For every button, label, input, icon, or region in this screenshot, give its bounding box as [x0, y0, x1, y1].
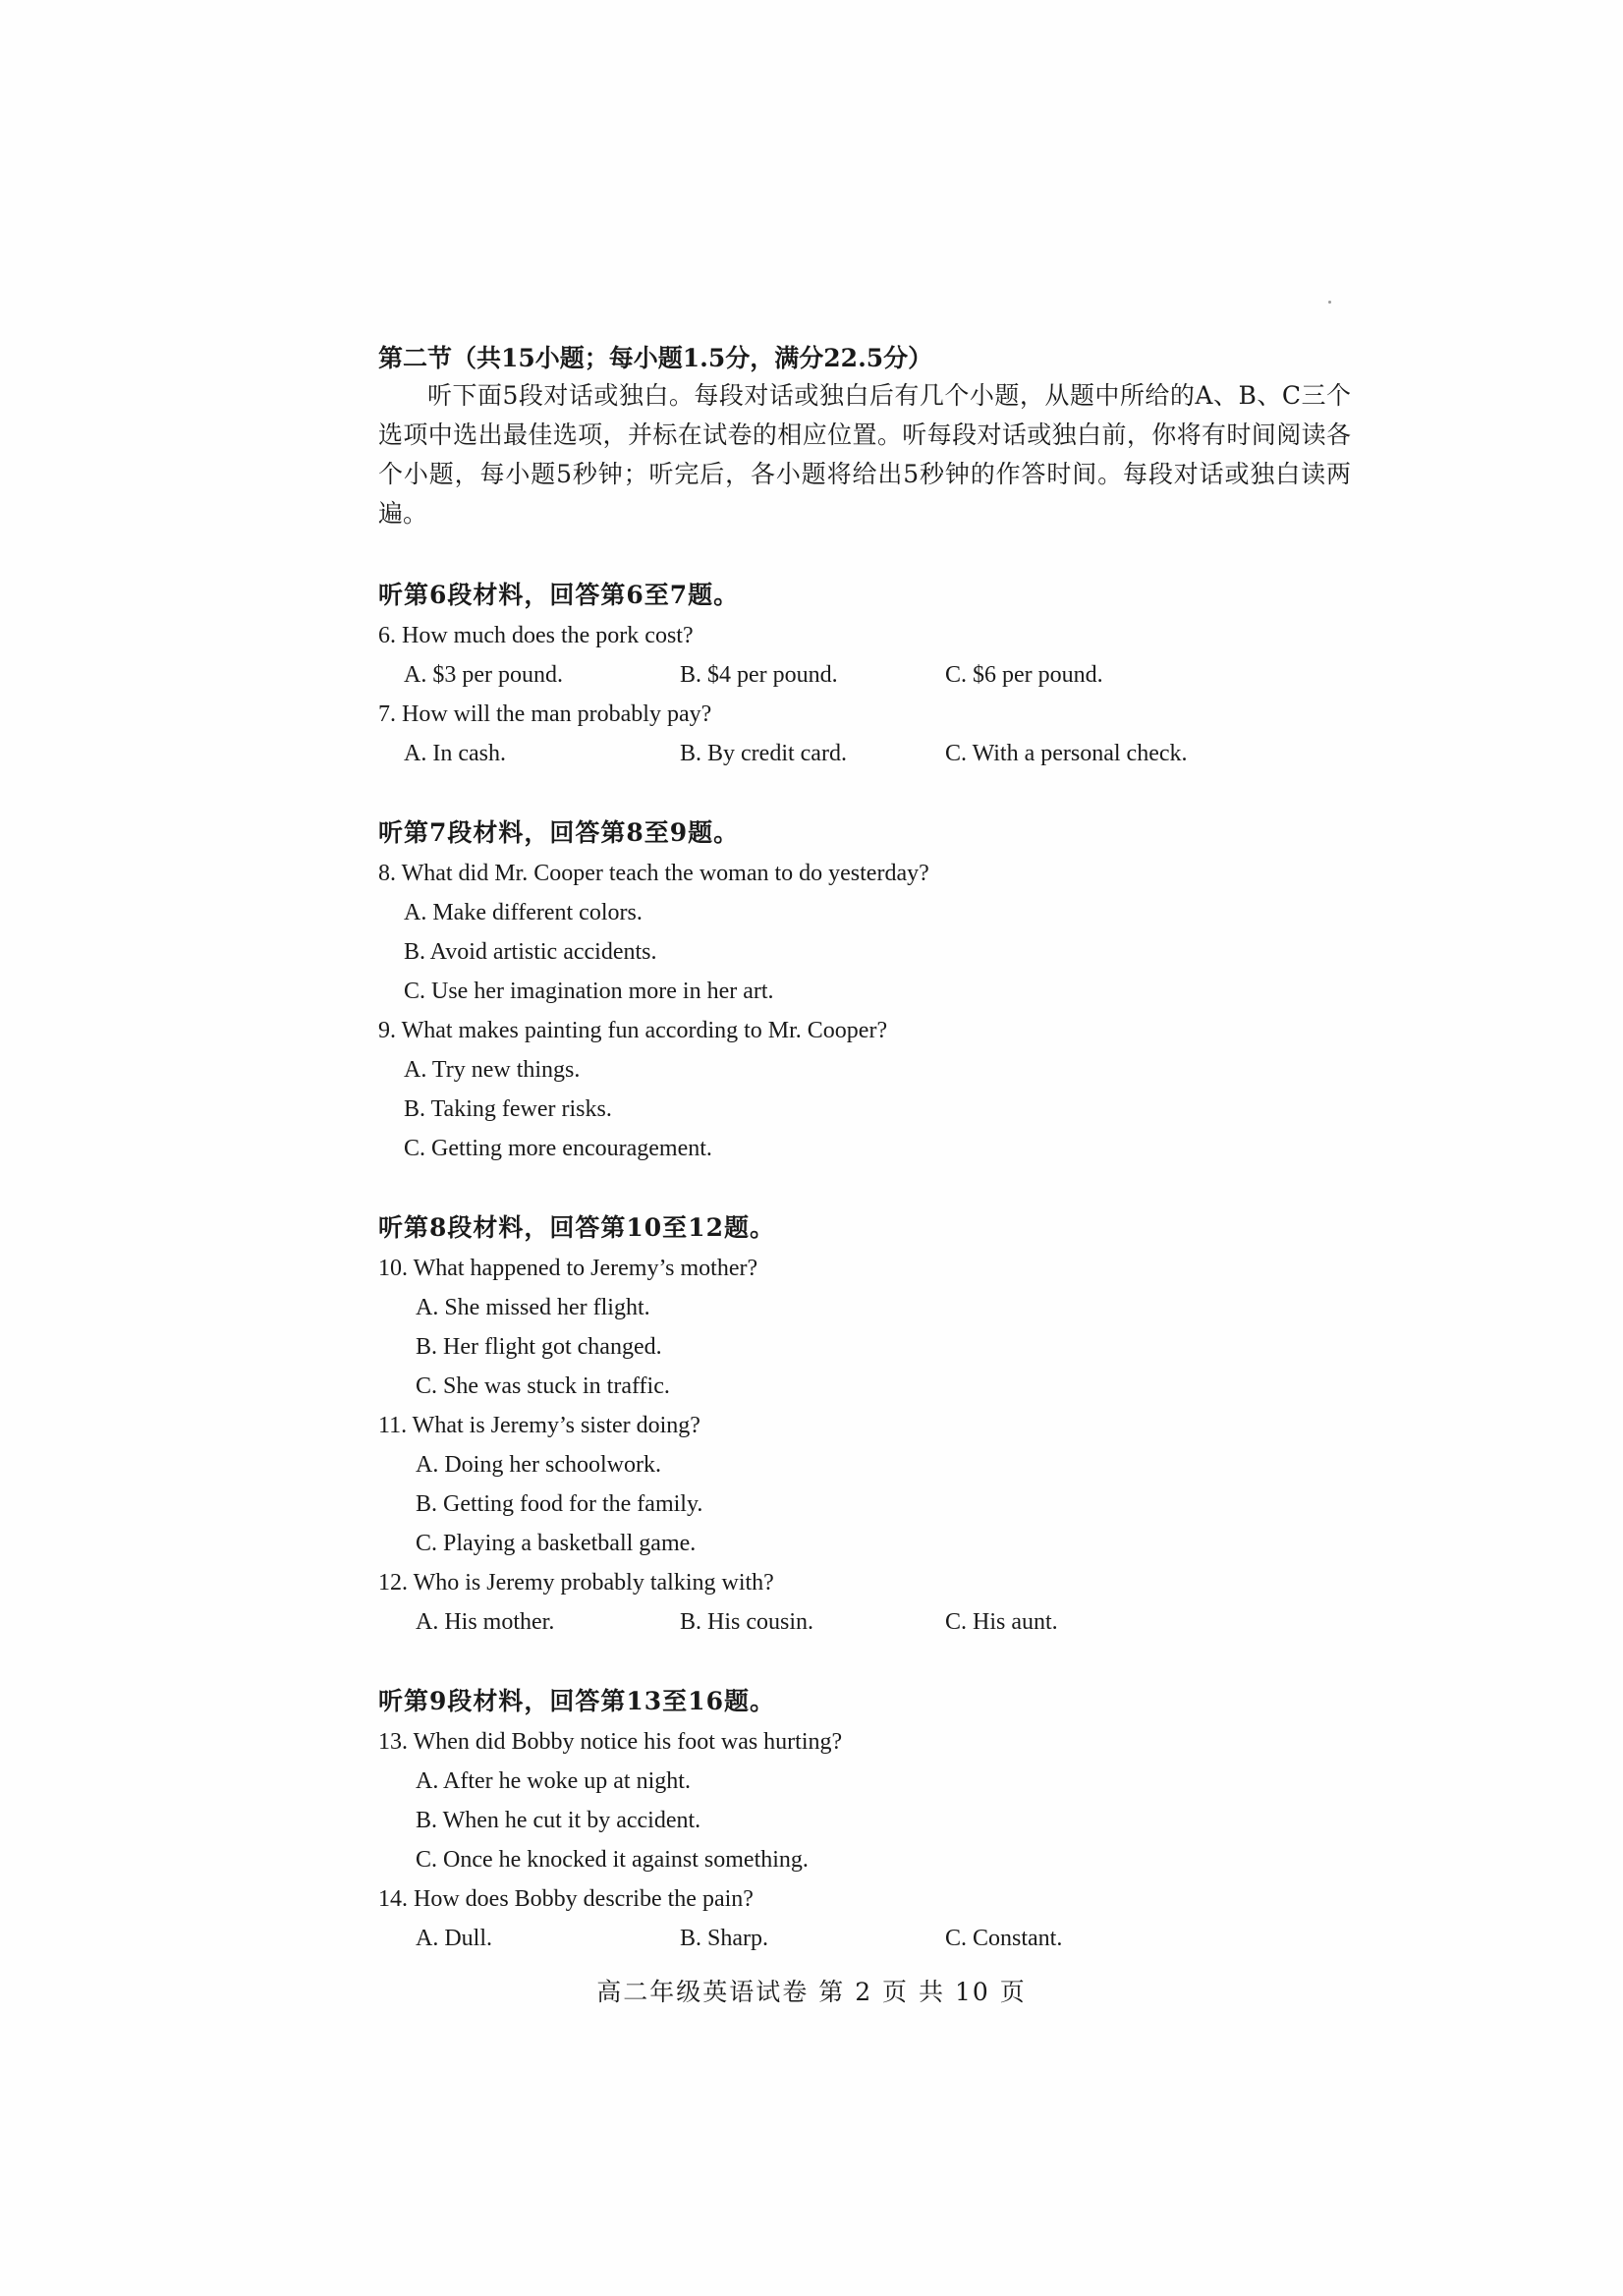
question-7: 7. How will the man probably pay?: [378, 701, 712, 727]
question-group-6: [378, 575, 1361, 773]
options-7: [378, 734, 1361, 773]
option-8b: B. Avoid artistic accidents.: [404, 939, 657, 965]
option-10b: B. Her flight got changed.: [416, 1334, 662, 1360]
option-14b: B. Sharp.: [680, 1926, 768, 1951]
option-11c: C. Playing a basketball game.: [416, 1531, 697, 1556]
option-12c: C. His aunt.: [945, 1609, 1058, 1635]
option-6c: C. $6 per pound.: [945, 662, 1103, 688]
options-6: [378, 655, 1361, 695]
question-14: 14. How does Bobby describe the pain?: [378, 1886, 754, 1912]
option-12a: A. His mother.: [416, 1609, 555, 1635]
option-7c: C. With a personal check.: [945, 741, 1188, 766]
question-9: 9. What makes painting fun according to Mr. Cooper?: [378, 1018, 888, 1043]
option-11a: A. Doing her schoolwork.: [416, 1452, 661, 1478]
question-6: 6. How much does the pork cost?: [378, 623, 694, 648]
page-footer: 高二年级英语试卷 第 2 页 共 10 页: [596, 1978, 1027, 2006]
option-8a: A. Make different colors.: [404, 900, 643, 925]
section-instructions: 听下面5段对话或独白。每段对话或独白后有几个小题，从题中所给的A、B、C三个选项中选出最佳选项，并标在试卷的相应位置。听每段对话或独白前，你将有时间阅读各个小题，每小题5秒钟；听完后，各小题将给出5秒钟的作答时间。每段对话或独白读两遍。: [378, 381, 1351, 528]
option-14a: A. Dull.: [416, 1926, 492, 1951]
question-group-9: [378, 1681, 1361, 1958]
question-group-7: [378, 812, 1361, 1168]
option-6a: A. $3 per pound.: [404, 662, 563, 688]
group-title: 听第9段材料，回答第13至16题。: [378, 1687, 775, 1715]
scan-speck: [1328, 301, 1331, 304]
section-header: 第二节（共15小题；每小题1.5分，满分22.5分）: [378, 344, 933, 372]
question-group-8: [378, 1207, 1361, 1642]
option-10a: A. She missed her flight.: [416, 1295, 650, 1320]
option-6b: B. $4 per pound.: [680, 662, 838, 688]
question-11: 11. What is Jeremy’s sister doing?: [378, 1413, 700, 1438]
question-10: 10. What happened to Jeremy’s mother?: [378, 1256, 758, 1281]
question-12: 12. Who is Jeremy probably talking with?: [378, 1570, 774, 1596]
option-7b: B. By credit card.: [680, 741, 847, 766]
option-13c: C. Once he knocked it against something.: [416, 1847, 809, 1873]
option-11b: B. Getting food for the family.: [416, 1491, 703, 1517]
options-14: [378, 1919, 1361, 1958]
option-9a: A. Try new things.: [404, 1057, 581, 1083]
option-13b: B. When he cut it by accident.: [416, 1808, 701, 1833]
option-10c: C. She was stuck in traffic.: [416, 1373, 670, 1399]
questions-content: [378, 575, 1361, 1997]
option-13a: A. After he woke up at night.: [416, 1768, 691, 1794]
group-title: 听第6段材料，回答第6至7题。: [378, 581, 740, 609]
options-12: [378, 1602, 1361, 1642]
option-7a: A. In cash.: [404, 741, 506, 766]
question-8: 8. What did Mr. Cooper teach the woman to do yesterday?: [378, 861, 929, 886]
option-8c: C. Use her imagination more in her art.: [404, 979, 774, 1004]
group-title: 听第7段材料，回答第8至9题。: [378, 818, 740, 847]
option-14c: C. Constant.: [945, 1926, 1063, 1951]
option-12b: B. His cousin.: [680, 1609, 814, 1635]
option-9b: B. Taking fewer risks.: [404, 1096, 612, 1122]
option-9c: C. Getting more encouragement.: [404, 1136, 712, 1161]
group-title: 听第8段材料，回答第10至12题。: [378, 1213, 775, 1242]
question-13: 13. When did Bobby notice his foot was hurting?: [378, 1729, 843, 1755]
